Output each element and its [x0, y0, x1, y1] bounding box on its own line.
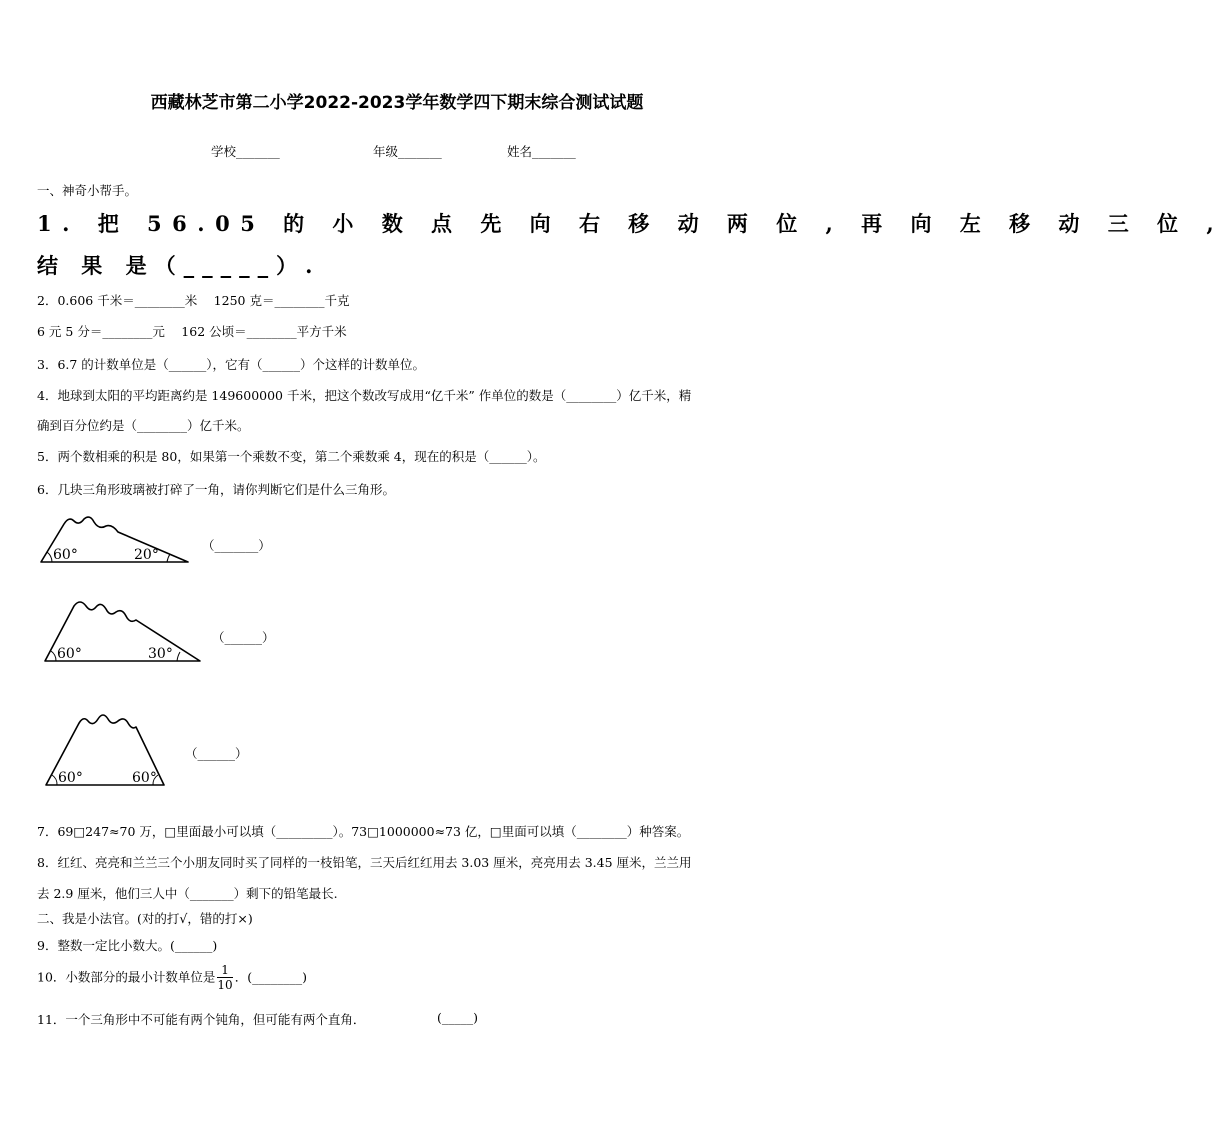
- fraction-denominator: 10: [217, 978, 233, 992]
- question-1-line-2: 结 果 是（_____）.: [37, 253, 321, 278]
- question-11-blank: (_____): [437, 1010, 479, 1025]
- angle-label-2b: 30°: [148, 646, 173, 662]
- question-6-answer-2: （______）: [212, 630, 275, 645]
- name-field: 姓名_______: [507, 144, 576, 159]
- grade-field: 年级_______: [373, 144, 442, 159]
- question-4-line-1: 4．地球到太阳的平均距离约是 149600000 千米，把这个数改写成用“亿千米” 作单位的数是（________）亿千米，精: [37, 388, 692, 403]
- question-10: [37, 964, 307, 991]
- angle-label-3b: 60°: [132, 770, 157, 786]
- question-11: 11．一个三角形中不可能有两个钝角，但可能有两个直角．: [37, 1012, 366, 1027]
- question-10-blank: ．(________): [234, 969, 307, 985]
- question-2-line-2: 6 元 5 分＝________元 162 公顷＝________平方千米: [37, 324, 347, 339]
- angle-label-2a: 60°: [57, 646, 82, 662]
- question-6-answer-3: （______）: [185, 746, 248, 761]
- angle-label-1b: 20°: [134, 547, 159, 563]
- question-10-text: 10．小数部分的最小计数单位是: [37, 969, 216, 985]
- school-field: 学校_______: [211, 144, 280, 159]
- question-3: 3．6.7 的计数单位是（______），它有（______）个这样的计数单位。: [37, 357, 426, 372]
- broken-triangle-2: [40, 598, 205, 666]
- fraction-numerator: 1: [217, 964, 232, 978]
- question-6: 6．几块三角形玻璃被打碎了一角，请你判断它们是什么三角形。: [37, 482, 395, 497]
- question-1-line-1: 1. 把 56.05 的 小 数 点 先 向 右 移 动 两 位 , 再 向 左 移 动 三 位 ,: [37, 211, 1224, 236]
- question-2-line-1: 2．0.606 千米＝________米 1250 克＝________千克: [37, 293, 350, 308]
- section-2-heading: 二、我是小法官。(对的打√，错的打×): [37, 911, 253, 926]
- angle-label-3a: 60°: [58, 770, 83, 786]
- question-9: 9．整数一定比小数大。(______): [37, 938, 218, 953]
- question-5: 5．两个数相乘的积是 80，如果第一个乘数不变，第二个乘数乘 4，现在的积是（______）。: [37, 449, 546, 464]
- page-title: 西藏林芝市第二小学2022-2023学年数学四下期末综合测试试题: [150, 93, 644, 113]
- question-8-line-2: 去 2.9 厘米，他们三人中（_______）剩下的铅笔最长.: [37, 886, 338, 901]
- question-6-answer-1: （_______）: [202, 538, 271, 553]
- broken-triangle-3: [40, 707, 170, 789]
- section-1-heading: 一、神奇小帮手。: [37, 183, 138, 198]
- question-4-line-2: 确到百分位约是（________）亿千米。: [37, 418, 250, 433]
- question-7: 7．69□247≈70 万，□里面最小可以填（_________）。73□1000000≈73 亿，□里面可以填（________）种答案。: [37, 824, 690, 839]
- fraction-one-tenth: [217, 964, 232, 991]
- angle-label-1a: 60°: [53, 547, 78, 563]
- broken-triangle-1: [36, 512, 196, 567]
- question-8-line-1: 8．红红、亮亮和兰兰三个小朋友同时买了同样的一枝铅笔，三天后红红用去 3.03 厘米，亮亮用去 3.45 厘米，兰兰用: [37, 855, 692, 870]
